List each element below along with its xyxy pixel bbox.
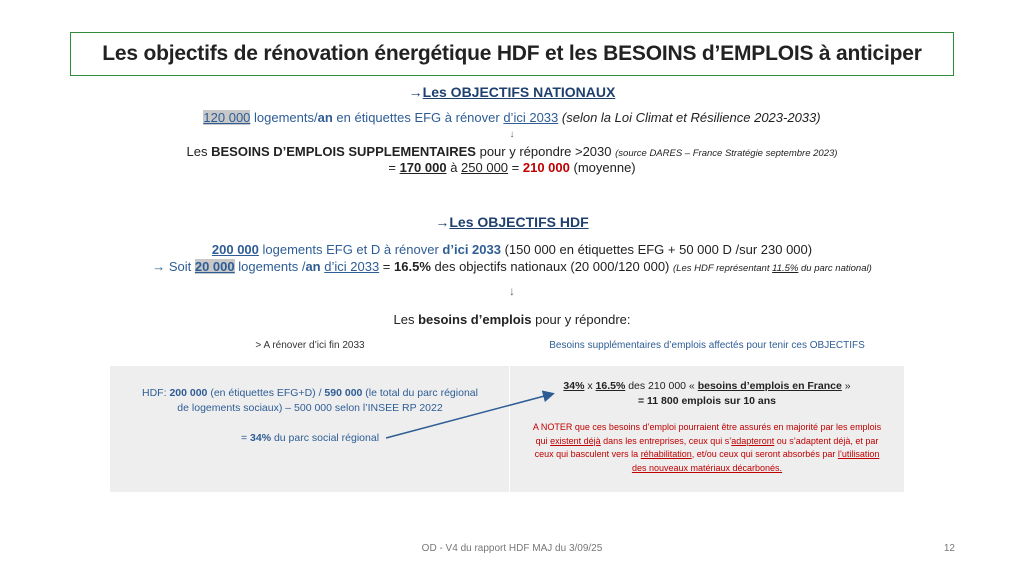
page-number: 12	[943, 543, 955, 554]
panel-right-note: A NOTER que ces besoins d’emploi pourraient être assurés en majorité par les emplois qui existent déjà dans les entreprises, ceux qui s’adapteront ou s’adaptent déjà, et par ceux qui basculent vers la réhabilitation, et/ou ceux qui seront absorbés par l’utilisation des nouveaux matériaux décarbonés.	[532, 422, 882, 473]
national-line-1: 120 000 logements/an en étiquettes EFG à rénover d’ici 2033 (selon la Loi Climat et Résilience 2023-2033)	[203, 110, 821, 125]
down-arrow-icon: ↓	[509, 129, 515, 140]
hdf-line-1: 200 000 logements EFG et D à rénover d’ici 2033 (150 000 en étiquettes EFG + 50 000 D /sur 230 000)	[211, 242, 813, 257]
hdf-heading: →Les OBJECTIFS HDF	[435, 214, 589, 230]
national-line-2: Les BESOINS D’EMPLOIS SUPPLEMENTAIRES pour y répondre >2030 (source DARES – France Stratégie septembre 2023)	[186, 144, 838, 159]
national-line-3: = 170 000 à 250 000 = 210 000 (moyenne)	[388, 160, 636, 175]
panel-left-line-1: HDF: 200 000 (en étiquettes EFG+D) / 590 000 (le total du parc régional	[142, 387, 478, 399]
down-arrow-icon: ↓	[509, 284, 515, 298]
arrow-right-icon: →	[435, 214, 450, 230]
panel-left-result: = 34% du parc social régional	[240, 432, 380, 444]
right-column-header: Besoins supplémentaires d’emplois affectés pour tenir ces OBJECTIFS	[549, 340, 865, 351]
title-box	[70, 32, 954, 76]
panel-left-line-2: de logements sociaux) – 500 000 selon l’INSEE RP 2022	[177, 402, 443, 414]
national-heading: →Les OBJECTIFS NATIONAUX	[408, 84, 616, 100]
hdf-line-2: → Soit 20 000 logements /an d’ici 2033 = 16.5% des objectifs nationaux (20 000/120 000) (Les HDF représentant 11.5% du parc national)	[152, 259, 872, 274]
footer-text: OD - V4 du rapport HDF MAJ du 3/09/25	[421, 543, 603, 554]
panel-right-calc: 34% x 16.5% des 210 000 « besoins d’emplois en France »	[563, 380, 851, 392]
page-title: Les objectifs de rénovation énergétique HDF et les BESOINS d’EMPLOIS à anticiper	[102, 42, 922, 65]
hdf-line-3: Les besoins d’emplois pour y répondre:	[393, 312, 631, 327]
left-column-header: > A rénover d’ici fin 2033	[255, 340, 365, 351]
arrow-right-icon: →	[408, 84, 423, 100]
panel-right-result: = 11 800 emplois sur 10 ans	[637, 395, 777, 407]
